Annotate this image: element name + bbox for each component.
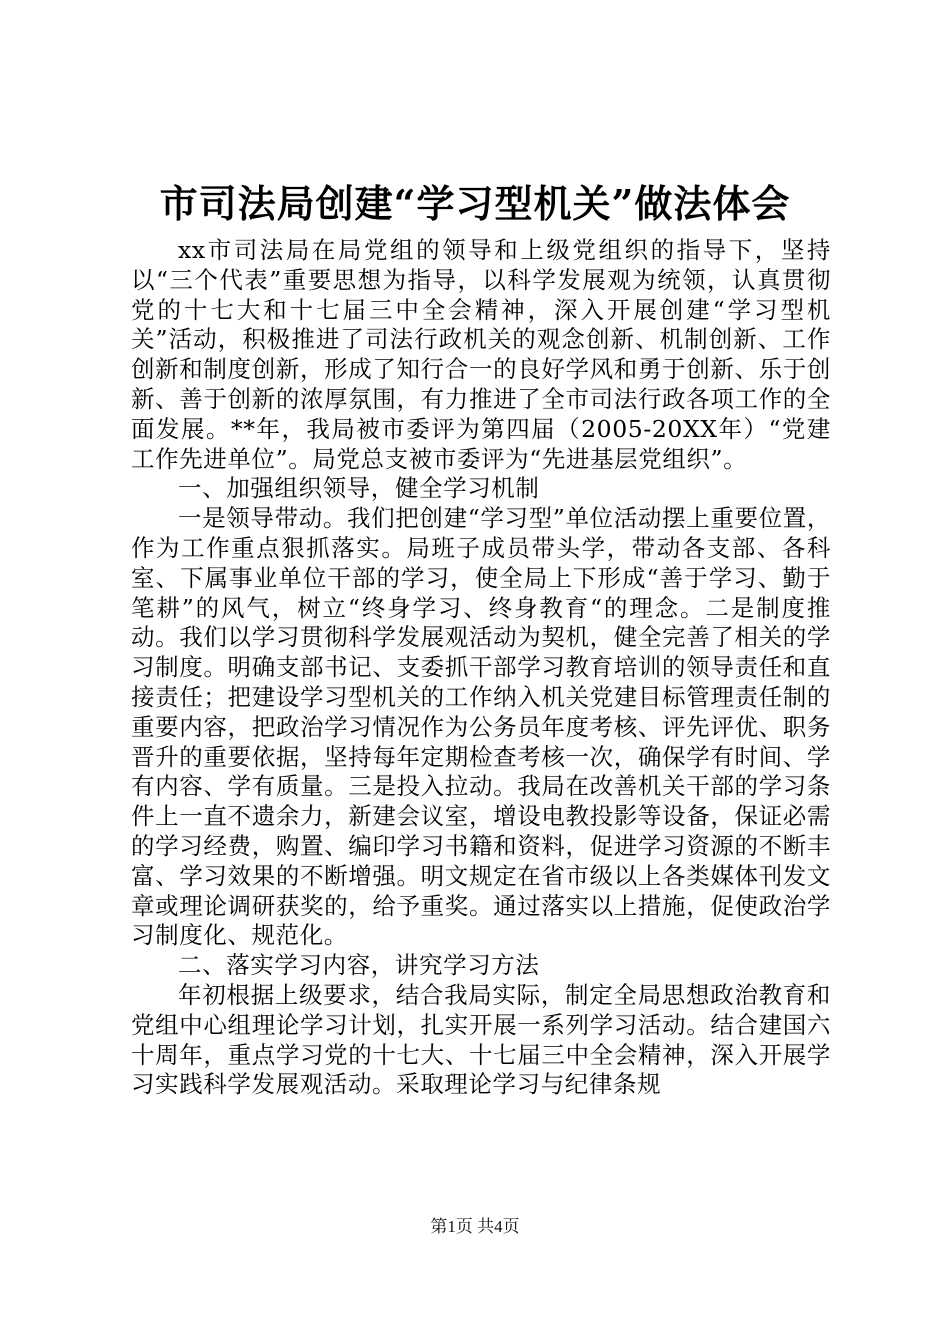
- paragraph-intro: xx市司法局在局党组的领导和上级党组织的指导下，坚持以“三个代表”重要思想为指导，以科学发展观为统领，认真贯彻党的十七大和十七届三中全会精神，深入开展创建“学习型机关”活动，积极推进了司法行政机关的观念创新、机制创新、工作创新和制度创新，形成了知行合一的良好学风和勇于创新、乐于创新、善于创新的浓厚氛围，有力推进了全市司法行政各项工作的全面发展。**年，我局被市委评为第四届（2005-20XX年）“党建工作先进单位”。局党总支被市委评为“先进基层党组织”。: [131, 236, 831, 473]
- paragraph-section-2: 年初根据上级要求，结合我局实际，制定全局思想政治教育和党组中心组理论学习计划，扎实开展一系列学习活动。结合建国六十周年，重点学习党的十七大、十七届三中全会精神，深入开展学习实践科学发展观活动。采取理论学习与纪律条规: [131, 980, 831, 1099]
- section-heading-2: 二、落实学习内容，讲究学习方法: [178, 951, 540, 980]
- page-number-footer: 第1页 共4页: [430, 1217, 520, 1236]
- paragraph-section-1: 一是领导带动。我们把创建“学习型”单位活动摆上重要位置，作为工作重点狠抓落实。局班子成员带头学，带动各支部、各科室、下属事业单位干部的学习，使全局上下形成“善于学习、勤于笔耕”的风气，树立“终身学习、终身教育“的理念。二是制度推动。我们以学习贯彻科学发展观活动为契机，健全完善了相关的学习制度。明确支部书记、支委抓干部学习教育培训的领导责任和直接责任；把建设学习型机关的工作纳入机关党建目标管理责任制的重要内容，把政治学习情况作为公务员年度考核、评先评优、职务晋升的重要依据，坚持每年定期检查考核一次，确保学有时间、学有内容、学有质量。三是投入拉动。我局在改善机关干部的学习条件上一直不遗余力，新建会议室，增设电教投影等设备，保证必需的学习经费，购置、编印学习书籍和资料，促进学习资源的不断丰富、学习效果的不断增强。明文规定在省市级以上各类媒体刊发文章或理论调研获奖的，给予重奖。通过落实以上措施，促使政治学习制度化、规范化。: [131, 504, 831, 950]
- document-title: 市司法局创建“学习型机关”做法体会: [159, 181, 791, 226]
- document-body: [131, 236, 831, 1100]
- section-heading-1: 一、加强组织领导，健全学习机制: [178, 474, 540, 503]
